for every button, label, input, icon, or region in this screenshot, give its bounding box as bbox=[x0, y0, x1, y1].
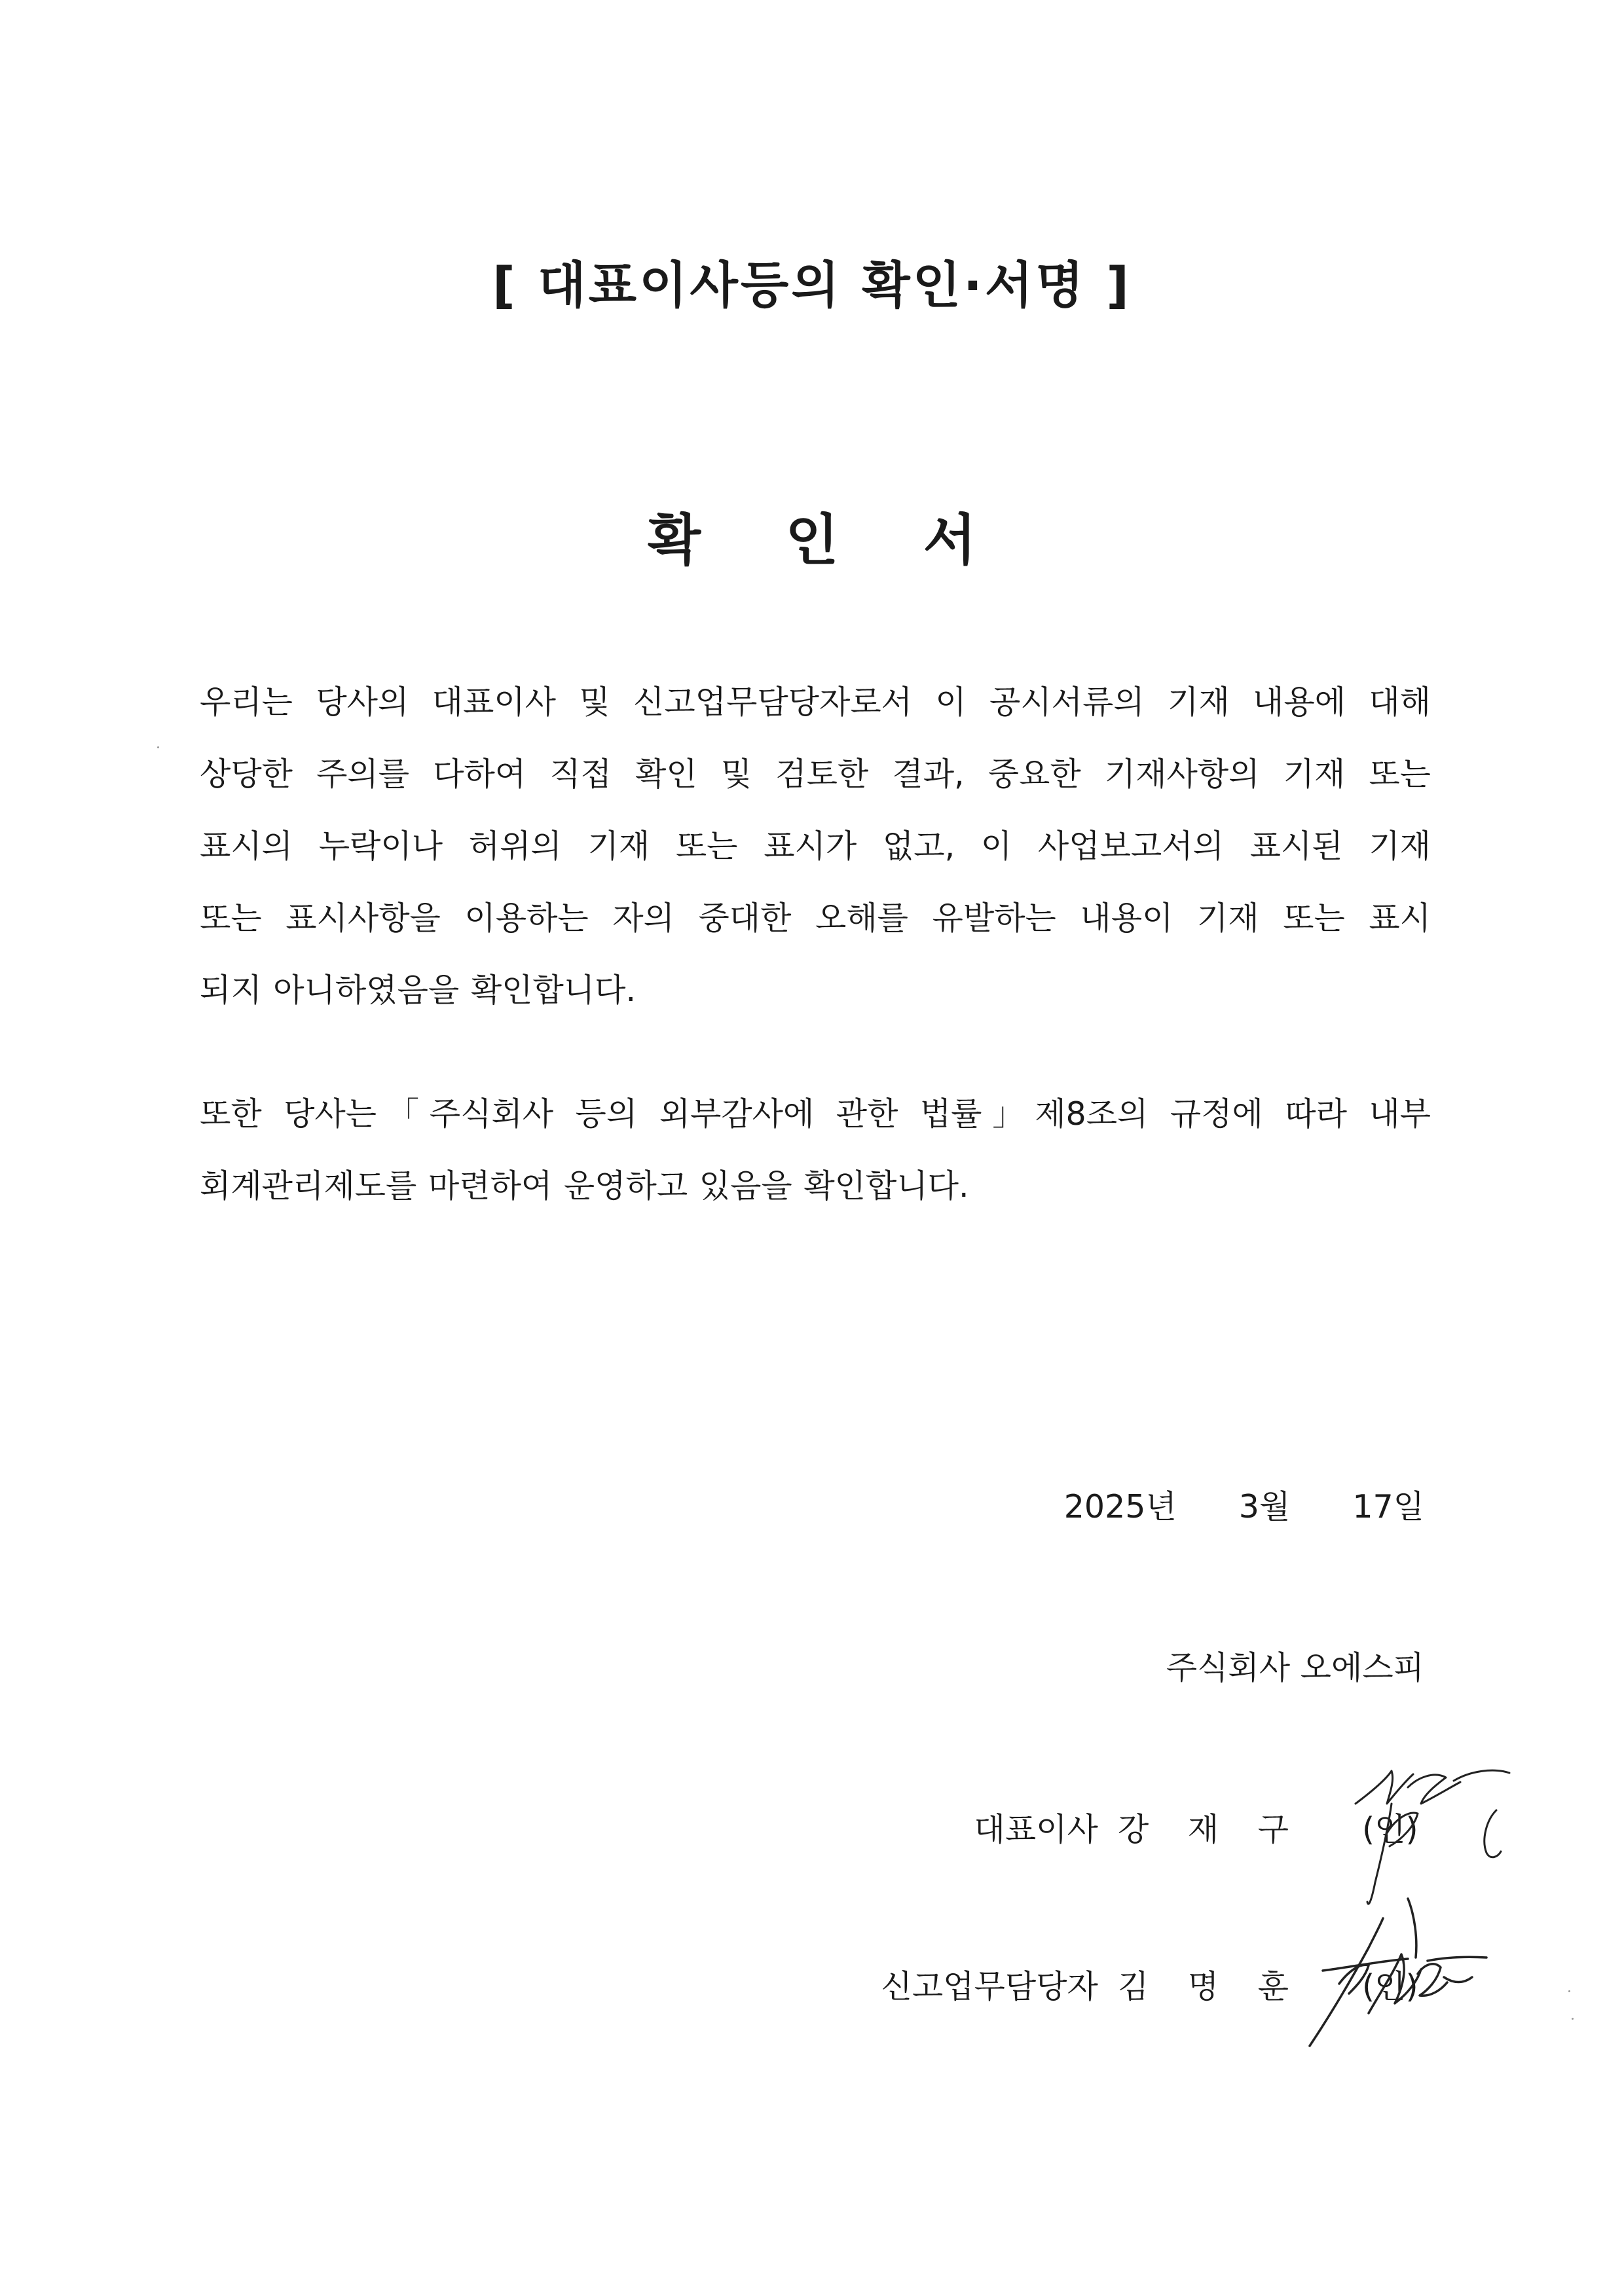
paragraph-line: 우리는 당사의 대표이사 및 신고업무담당자로서 이 공시서류의 기재 내용에 대해 bbox=[200, 683, 1431, 721]
confirmation-paragraph bbox=[200, 666, 1431, 1027]
ceo-name: 강 재 구 bbox=[1117, 1811, 1303, 1848]
paragraph-line: 회계관리제도를 마련하여 운영하고 있음을 확인합니다. bbox=[200, 1167, 969, 1205]
ceo-seal-mark: (인) bbox=[1362, 1811, 1418, 1848]
ceo-role: 대표이사 bbox=[974, 1811, 1098, 1848]
officer-seal-mark: (인) bbox=[1362, 1968, 1418, 2005]
ceo-handwritten-signature bbox=[1329, 1741, 1539, 1938]
ceo-signature-line bbox=[974, 1804, 1304, 1856]
header-title: [ 대표이사등의 확인·서명 ] bbox=[492, 256, 1132, 314]
date-year: 2025년 bbox=[1063, 1488, 1177, 1525]
scan-speck bbox=[1568, 1990, 1570, 1992]
scan-speck bbox=[1572, 2018, 1574, 2020]
paragraph-line: 되지 아니하였음을 확인합니다. bbox=[200, 972, 637, 1009]
officer-signature-line bbox=[881, 1961, 1304, 2013]
scan-speck bbox=[157, 746, 159, 748]
internal-control-paragraph bbox=[200, 1078, 1431, 1222]
paragraph-line: 상당한 주의를 다하여 직접 확인 및 검토한 결과, 중요한 기재사항의 기재 또는 bbox=[200, 756, 1431, 793]
document-date bbox=[1064, 1481, 1424, 1533]
officer-name: 김 명 훈 bbox=[1117, 1968, 1303, 2005]
date-day: 17일 bbox=[1352, 1488, 1424, 1525]
paragraph-line: 또한 당사는「주식회사 등의 외부감사에 관한 법률」제8조의 규정에 따라 내부 bbox=[200, 1095, 1431, 1133]
company-name: 주식회사 오에스피 bbox=[1166, 1649, 1424, 1686]
date-month: 3월 bbox=[1238, 1488, 1291, 1525]
document-title: 확 인 서 bbox=[648, 508, 1009, 572]
paragraph-line: 표시의 누락이나 허위의 기재 또는 표시가 없고, 이 사업보고서의 표시된 기재 bbox=[200, 828, 1431, 865]
officer-role: 신고업무담당자 bbox=[881, 1968, 1098, 2005]
paragraph-line: 또는 표시사항을 이용하는 자의 중대한 오해를 유발하는 내용이 기재 또는 표시 bbox=[200, 900, 1431, 937]
